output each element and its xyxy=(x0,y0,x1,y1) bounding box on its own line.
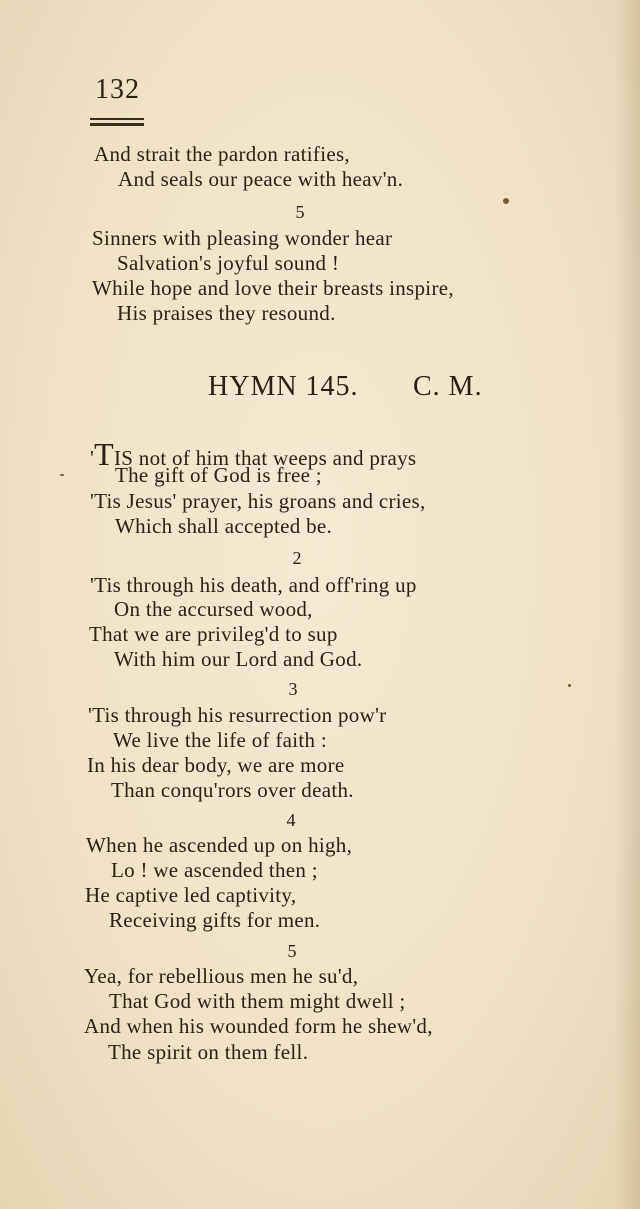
verse-line: 'Tis Jesus' prayer, his groans and cries, xyxy=(90,489,426,513)
drop-apostrophe: ' xyxy=(90,446,95,470)
verse-line: His praises they resound. xyxy=(117,301,336,325)
verse-number: 2 xyxy=(292,548,302,568)
verse-line: On the accursed wood, xyxy=(114,597,313,621)
verse-line: Which shall accepted be. xyxy=(115,514,333,538)
header-rule-thick xyxy=(90,123,144,126)
verse-number: 5 xyxy=(287,941,297,961)
verse-line: Salvation's joyful sound ! xyxy=(117,251,340,275)
foxing-speck xyxy=(568,684,571,687)
verse-line: That God with them might dwell ; xyxy=(109,989,406,1013)
verse-line: We live the life of faith : xyxy=(113,728,327,752)
verse-line: Lo ! we ascended then ; xyxy=(111,858,318,882)
first-line-rest: IS not of him that weeps and prays xyxy=(113,446,417,470)
verse-line: The spirit on them fell. xyxy=(108,1040,309,1064)
header-rule xyxy=(90,118,144,120)
verse-line: Sinners with pleasing wonder hear xyxy=(92,226,393,250)
verse-line: In his dear body, we are more xyxy=(87,753,345,777)
verse-number: 3 xyxy=(288,679,298,699)
verse-line: That we are privileg'd to sup xyxy=(89,622,338,646)
verse-line: Yea, for rebellious men he su'd, xyxy=(84,964,359,988)
verse-line: When he ascended up on high, xyxy=(86,833,353,857)
verse-line: He captive led captivity, xyxy=(85,883,297,907)
verse-line: Receiving gifts for men. xyxy=(109,908,321,932)
hymn-meter: C. M. xyxy=(413,371,483,402)
verse-line: 'Tis through his resurrection pow'r xyxy=(88,703,387,727)
page-edge-shadow xyxy=(614,0,640,1209)
verse-line: 'Tis through his death, and off'ring up xyxy=(90,573,417,597)
hymn-title: HYMN 145. xyxy=(208,371,359,402)
verse-line: The gift of God is free ; xyxy=(115,463,322,487)
verse-line: With him our Lord and God. xyxy=(114,647,363,671)
verse-number: 4 xyxy=(286,810,296,830)
verse-line: While hope and love their breasts inspire, xyxy=(92,276,454,300)
foxing-speck xyxy=(60,474,64,476)
foxing-speck xyxy=(503,198,509,204)
verse-line: And when his wounded form he shew'd, xyxy=(84,1014,433,1038)
verse-line: And seals our peace with heav'n. xyxy=(118,167,404,191)
verse-line: And strait the pardon ratifies, xyxy=(94,142,350,166)
page-number: 132 xyxy=(95,74,140,105)
drop-cap: T xyxy=(94,436,114,472)
verse-line: Than conqu'rors over death. xyxy=(111,778,354,802)
verse-number: 5 xyxy=(295,202,305,222)
